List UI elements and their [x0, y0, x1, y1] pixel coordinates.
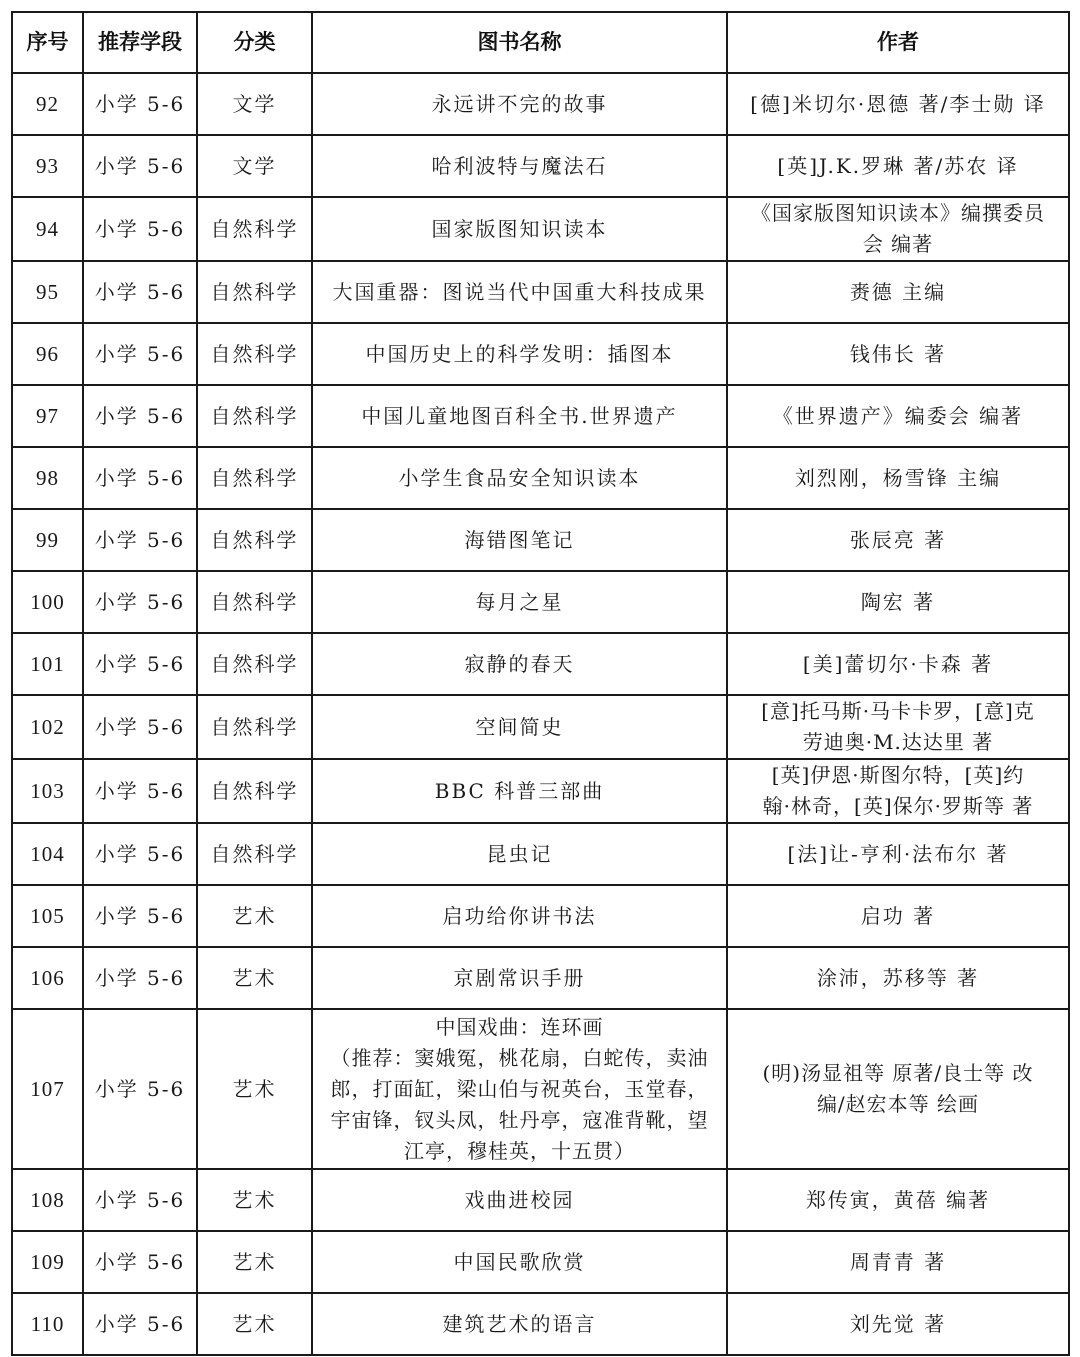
title-line: 宇宙锋，钗头凤，牡丹亭，寇准背靴，望: [330, 1107, 709, 1132]
author-line: (明)汤显祖等 原著/良士等 改: [762, 1061, 1034, 1085]
table-body: [12, 73, 1069, 1355]
cell-category: 艺术: [197, 1009, 312, 1169]
table-header: [12, 12, 1069, 73]
author-line: 赉德 主编: [849, 279, 947, 304]
cell-title: [312, 823, 727, 885]
cell-stage: 小学 5-6: [83, 1293, 197, 1355]
author-line: 会 编著: [862, 232, 934, 256]
cell-no: 109: [12, 1231, 83, 1293]
author-line: 编/赵宏本等 绘画: [816, 1092, 980, 1116]
author-line: 张辰亮 著: [849, 527, 947, 552]
author-line: [法]让-亨利·法布尔 著: [787, 841, 1009, 866]
cell-title: [312, 947, 727, 1009]
cell-stage: 小学 5-6: [83, 885, 197, 947]
author-line: 《世界遗产》编委会 编著: [772, 403, 1024, 428]
cell-stage: 小学 5-6: [83, 197, 197, 261]
table-row: [12, 571, 1069, 633]
cell-author: [727, 759, 1069, 823]
title-line: 京剧常识手册: [453, 965, 586, 990]
cell-title: [312, 759, 727, 823]
table-row: [12, 633, 1069, 695]
title-line: 戏曲进校园: [464, 1187, 575, 1212]
cell-category: 自然科学: [197, 759, 312, 823]
cell-no: 110: [12, 1293, 83, 1355]
table-row: [12, 695, 1069, 759]
author-line: [意]托马斯·马卡卡罗，[意]克: [761, 699, 1035, 723]
cell-title: [312, 1231, 727, 1293]
cell-title: [312, 323, 727, 385]
title-line: 中国历史上的科学发明：插图本: [365, 341, 674, 366]
cell-author: [727, 385, 1069, 447]
cell-author: [727, 509, 1069, 571]
table-row: [12, 1009, 1069, 1169]
cell-author: [727, 197, 1069, 261]
title-line: 建筑艺术的语言: [442, 1311, 597, 1336]
author-line: 刘烈刚，杨雪锋 主编: [794, 465, 1002, 490]
cell-stage: 小学 5-6: [83, 135, 197, 197]
cell-category: 自然科学: [197, 509, 312, 571]
cell-stage: 小学 5-6: [83, 1169, 197, 1231]
table-row: [12, 323, 1069, 385]
author-line: 劳迪奥·M.达达里 著: [802, 730, 994, 754]
cell-author: [727, 447, 1069, 509]
table-row: [12, 947, 1069, 1009]
cell-stage: 小学 5-6: [83, 447, 197, 509]
table-row: [12, 885, 1069, 947]
table-row: [12, 73, 1069, 135]
title-line: 寂静的春天: [464, 651, 575, 676]
cell-category: 文学: [197, 135, 312, 197]
cell-stage: 小学 5-6: [83, 1009, 197, 1169]
title-line: 启功给你讲书法: [442, 903, 597, 928]
cell-title: [312, 695, 727, 759]
cell-category: 自然科学: [197, 633, 312, 695]
author-line: 陶宏 著: [860, 589, 936, 614]
cell-stage: 小学 5-6: [83, 73, 197, 135]
header-author: 作者: [727, 12, 1069, 73]
cell-title: [312, 135, 727, 197]
cell-stage: 小学 5-6: [83, 571, 197, 633]
header-row: [12, 12, 1069, 73]
table-row: [12, 1169, 1069, 1231]
title-line: 郎，打面缸，梁山伯与祝英台，玉堂春，: [330, 1076, 709, 1101]
cell-category: 自然科学: [197, 385, 312, 447]
cell-title: [312, 197, 727, 261]
cell-title: [312, 509, 727, 571]
author-line: 刘先觉 著: [849, 1311, 947, 1336]
title-line: 哈利波特与魔法石: [431, 153, 608, 178]
cell-category: 自然科学: [197, 323, 312, 385]
cell-author: [727, 261, 1069, 323]
cell-stage: 小学 5-6: [83, 1231, 197, 1293]
cell-author: [727, 1009, 1069, 1169]
title-line: 中国戏曲：连环画: [435, 1014, 604, 1039]
cell-author: [727, 633, 1069, 695]
table-row: [12, 1231, 1069, 1293]
author-line: 涂沛，苏移等 著: [816, 965, 980, 990]
cell-author: [727, 323, 1069, 385]
cell-category: 自然科学: [197, 197, 312, 261]
header-category: 分类: [197, 12, 312, 73]
cell-title: [312, 633, 727, 695]
cell-no: 105: [12, 885, 83, 947]
cell-title: [312, 1169, 727, 1231]
cell-stage: 小学 5-6: [83, 323, 197, 385]
cell-stage: 小学 5-6: [83, 947, 197, 1009]
cell-category: 自然科学: [197, 823, 312, 885]
table-row: [12, 1293, 1069, 1355]
cell-author: [727, 1231, 1069, 1293]
title-line: BBC 科普三部曲: [434, 778, 605, 803]
cell-no: 103: [12, 759, 83, 823]
cell-no: 97: [12, 385, 83, 447]
cell-title: [312, 885, 727, 947]
cell-no: 98: [12, 447, 83, 509]
cell-title: [312, 261, 727, 323]
cell-no: 102: [12, 695, 83, 759]
cell-no: 104: [12, 823, 83, 885]
table-row: [12, 261, 1069, 323]
title-line: 国家版图知识读本: [431, 216, 608, 241]
cell-title: [312, 73, 727, 135]
table-row: [12, 759, 1069, 823]
table-row: [12, 447, 1069, 509]
cell-category: 文学: [197, 73, 312, 135]
cell-author: [727, 823, 1069, 885]
cell-category: 艺术: [197, 1169, 312, 1231]
title-line: （推荐：窦娥冤，桃花扇，白蛇传，卖油: [330, 1045, 709, 1070]
cell-no: 100: [12, 571, 83, 633]
cell-stage: 小学 5-6: [83, 261, 197, 323]
cell-category: 自然科学: [197, 261, 312, 323]
cell-author: [727, 571, 1069, 633]
cell-no: 96: [12, 323, 83, 385]
title-line: 昆虫记: [486, 841, 553, 866]
cell-no: 95: [12, 261, 83, 323]
cell-author: [727, 1169, 1069, 1231]
title-line: 永远讲不完的故事: [431, 91, 608, 116]
cell-author: [727, 73, 1069, 135]
cell-author: [727, 947, 1069, 1009]
header-stage: 推荐学段: [83, 12, 197, 73]
cell-no: 99: [12, 509, 83, 571]
cell-no: 107: [12, 1009, 83, 1169]
title-line: 江亭，穆桂英，十五贯）: [404, 1138, 635, 1163]
cell-category: 自然科学: [197, 571, 312, 633]
author-line: 翰·林奇，[英]保尔·罗斯等 著: [762, 794, 1034, 818]
table-row: [12, 385, 1069, 447]
cell-stage: 小学 5-6: [83, 695, 197, 759]
cell-title: [312, 385, 727, 447]
title-line: 海错图笔记: [464, 527, 575, 552]
cell-category: 艺术: [197, 885, 312, 947]
cell-no: 106: [12, 947, 83, 1009]
cell-category: 自然科学: [197, 695, 312, 759]
cell-author: [727, 695, 1069, 759]
cell-title: [312, 1293, 727, 1355]
recommended-books-table: [11, 11, 1070, 1356]
cell-category: 艺术: [197, 1231, 312, 1293]
cell-no: 108: [12, 1169, 83, 1231]
author-line: [德]米切尔·恩德 著/李士勋 译: [750, 91, 1046, 116]
cell-stage: 小学 5-6: [83, 385, 197, 447]
cell-author: [727, 1293, 1069, 1355]
cell-stage: 小学 5-6: [83, 509, 197, 571]
author-line: [美]蕾切尔·卡森 著: [802, 651, 994, 676]
cell-author: [727, 135, 1069, 197]
cell-no: 93: [12, 135, 83, 197]
title-line: 中国儿童地图百科全书.世界遗产: [361, 403, 678, 428]
author-line: 《国家版图知识读本》编撰委员: [751, 201, 1045, 225]
header-no: 序号: [12, 12, 83, 73]
cell-category: 艺术: [197, 947, 312, 1009]
cell-title: [312, 447, 727, 509]
cell-author: [727, 885, 1069, 947]
table-row: [12, 823, 1069, 885]
title-line: 大国重器：图说当代中国重大科技成果: [332, 279, 707, 304]
cell-stage: 小学 5-6: [83, 633, 197, 695]
table-row: [12, 135, 1069, 197]
author-line: [英]伊恩·斯图尔特，[英]约: [771, 763, 1025, 787]
cell-no: 101: [12, 633, 83, 695]
title-line: 空间简史: [475, 714, 564, 739]
cell-category: 自然科学: [197, 447, 312, 509]
cell-stage: 小学 5-6: [83, 823, 197, 885]
table-row: [12, 509, 1069, 571]
table-row: [12, 197, 1069, 261]
title-line: 小学生食品安全知识读本: [398, 465, 641, 490]
cell-no: 92: [12, 73, 83, 135]
author-line: 启功 著: [860, 903, 936, 928]
cell-title: [312, 1009, 727, 1169]
cell-no: 94: [12, 197, 83, 261]
cell-stage: 小学 5-6: [83, 759, 197, 823]
author-line: 周青青 著: [849, 1249, 947, 1274]
author-line: 钱伟长 著: [849, 341, 947, 366]
cell-category: 艺术: [197, 1293, 312, 1355]
author-line: 郑传寅，黄蓓 编著: [805, 1187, 991, 1212]
title-line: 每月之星: [475, 589, 564, 614]
author-line: [英]J.K.罗琳 著/苏农 译: [777, 153, 1019, 178]
header-title: 图书名称: [312, 12, 727, 73]
title-line: 中国民歌欣赏: [453, 1249, 586, 1274]
cell-title: [312, 571, 727, 633]
